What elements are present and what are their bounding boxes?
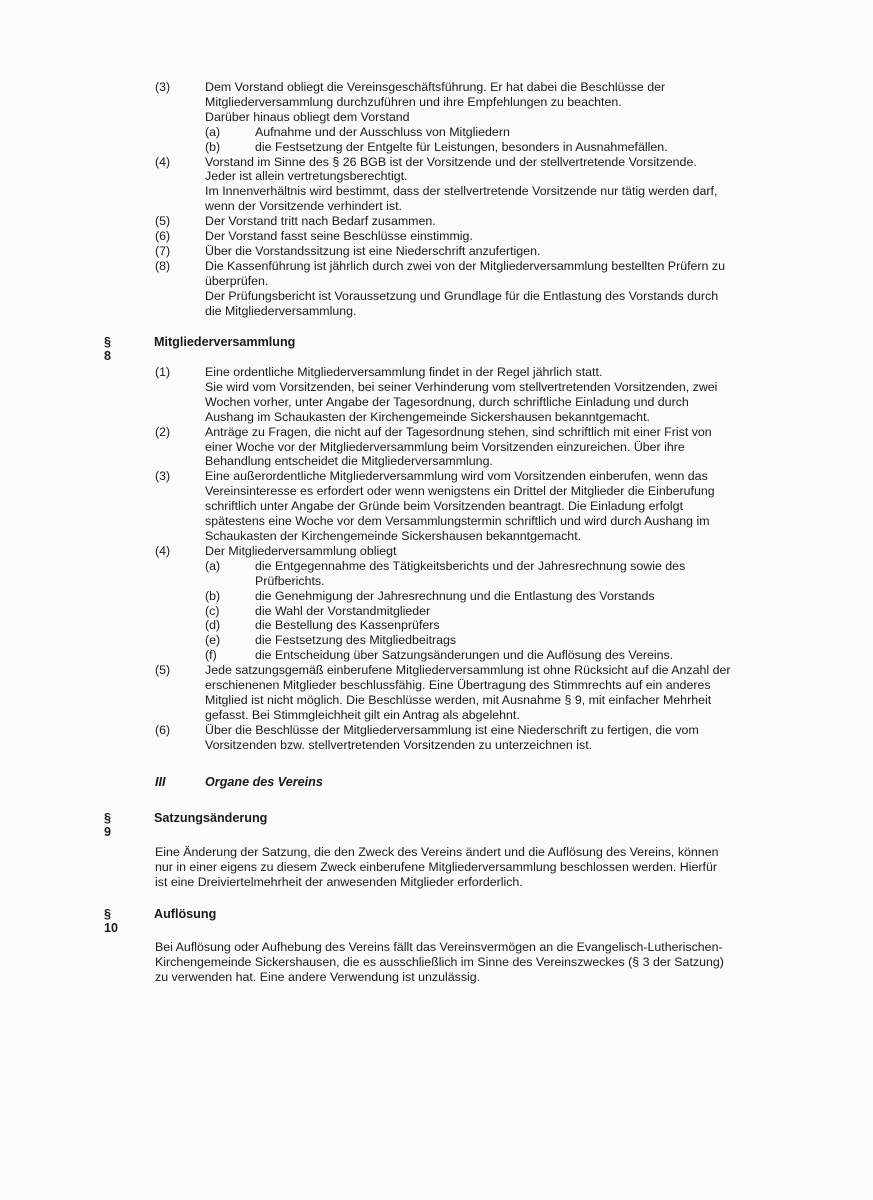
s8-subitem-c <box>205 604 801 619</box>
s8-paragraph-2 <box>155 425 801 470</box>
subitem-text: Aufnahme und der Ausschluss von Mitgliedern <box>255 124 510 139</box>
text-line: erschienenen Mitglieder beschlussfähig. Eine Übertragung des Stimmrechts auf ein anderes <box>205 678 711 693</box>
paragraph-number: (6) <box>155 722 171 737</box>
text-line: überprüfen. <box>205 273 269 288</box>
s7-paragraph-3 <box>155 80 801 155</box>
subitem-text: die Festsetzung des Mitgliedbeitrags <box>255 633 457 648</box>
paragraph-number: (3) <box>155 80 171 94</box>
text-line: Eine außerordentliche Mitgliederversammlung wird vom Vorsitzenden einberufen, wenn das <box>205 469 708 484</box>
s7-paragraph-8 <box>155 259 801 319</box>
s8-paragraph-3 <box>155 469 801 544</box>
section-10-body <box>155 940 751 985</box>
paragraph-number: (8) <box>155 258 171 273</box>
subitem-label: (b) <box>205 588 221 603</box>
paragraph-number: (5) <box>155 214 171 229</box>
paragraph-number: (4) <box>155 543 171 558</box>
text-line: Anträge zu Fragen, die nicht auf der Tagesordnung stehen, sind schriftlich mit einer Frist von <box>205 424 712 439</box>
subitem-label: (f) <box>205 648 217 663</box>
subitem-text: die Entscheidung über Satzungsänderungen und die Auflösung des Vereins. <box>255 648 674 663</box>
section-8-body <box>155 365 801 753</box>
text-line: Über die Vorstandssitzung ist eine Niederschrift anzufertigen. <box>205 243 541 258</box>
subitem-label: (e) <box>205 633 221 648</box>
text-line: Mitgliederversammlung durchzuführen und ihre Empfehlungen zu beachten. <box>205 94 622 109</box>
s7-subitem-b <box>205 140 801 155</box>
text-line: Schaukasten der Kirchengemeinde Sickershausen bekanntgemacht. <box>205 528 582 543</box>
text-line: Jede satzungsgemäß einberufene Mitgliederversammlung ist ohne Rücksicht auf die Anzahl der <box>205 663 731 678</box>
section-number: § 8 <box>104 335 112 363</box>
text-line: Wochen vorher, unter Angabe der Tagesordnung, durch schriftliche Einladung und durch <box>205 394 689 409</box>
text-line: Vorstand im Sinne des § 26 BGB ist der Vorsitzende und der stellvertretende Vorsitzende. <box>205 154 697 169</box>
text-line: Vereinsinteresse es erfordert oder wenn wenigstens ein Drittel der Mitglieder die Einberufung <box>205 484 715 499</box>
s7-subitem-a <box>205 125 801 140</box>
text-line: Im Innenverhältnis wird bestimmt, dass der stellvertretende Vorsitzende nur tätig werden darf, <box>205 184 718 199</box>
section-7-continuation <box>155 80 801 319</box>
text-line: Der Vorstand tritt nach Bedarf zusammen. <box>205 214 436 229</box>
text-line: Dem Vorstand obliegt die Vereinsgeschäftsführung. Er hat dabei die Beschlüsse der <box>205 80 666 94</box>
text-line: Aushang im Schaukasten der Kirchengemeinde Sickershausen bekanntgemacht. <box>205 409 650 424</box>
paragraph-number: (5) <box>155 663 171 678</box>
s8-paragraph-1 <box>155 365 801 425</box>
text-line: Kirchengemeinde Sickershausen, die es ausschließlich im Sinne des Vereinszweckes (§ 3 der Satzung) <box>155 954 724 969</box>
text-line: gefasst. Bei Stimmgleichheit gilt ein Antrag als abgelehnt. <box>205 707 520 722</box>
s8-subitem-b <box>205 589 801 604</box>
paragraph-number: (7) <box>155 243 171 258</box>
s7-paragraph-6 <box>155 229 801 244</box>
section-number: § 9 <box>104 811 112 839</box>
subitem-label: (a) <box>205 558 221 573</box>
part-title: Organe des Vereins <box>205 775 323 789</box>
s8-subitem-e <box>205 633 801 648</box>
paragraph-number: (2) <box>155 424 171 439</box>
text-line: Der Vorstand fasst seine Beschlüsse einstimmig. <box>205 229 473 244</box>
text-line: nur in einer eigens zu diesem Zweck einberufene Mitgliederversammlung beschlossen werden. Hierfür <box>155 859 717 874</box>
section-title: Auflösung <box>154 907 217 921</box>
text-line: Die Kassenführung ist jährlich durch zwei von der Mitgliederversammlung bestellten Prüfern zu <box>205 258 725 273</box>
text-line: ist eine Dreiviertelmehrheit der anwesenden Mitglieder erforderlich. <box>155 874 523 889</box>
text-line: zu verwenden hat. Eine andere Verwendung ist unzulässig. <box>155 969 481 984</box>
s8-paragraph-6 <box>155 723 801 753</box>
s8-subitem-f <box>205 648 801 663</box>
s7-paragraph-7 <box>155 244 801 259</box>
paragraph-number: (4) <box>155 154 171 169</box>
text-line: Behandlung entscheidet die Mitgliederversammlung. <box>205 454 493 469</box>
text-line: wenn der Vorsitzende verhindert ist. <box>205 199 402 214</box>
text-line: spätestens eine Woche vor dem Versammlungstermin schriftlich und wird durch Aushang im <box>205 514 710 529</box>
subitem-text: die Entgegennahme des Tätigkeitsberichts und der Jahresrechnung sowie des <box>255 558 686 573</box>
subitem-label: (d) <box>205 618 221 633</box>
subitem-text: die Festsetzung der Entgelte für Leistungen, besonders in Ausnahmefällen. <box>255 139 668 154</box>
text-line: Vorsitzenden bzw. stellvertretenden Vorsitzenden zu unterzeichnen ist. <box>205 737 593 752</box>
subitem-text: die Genehmigung der Jahresrechnung und die Entlastung des Vorstands <box>255 588 655 603</box>
s8-subitem-a <box>205 559 801 589</box>
text-line: Jeder ist allein vertretungsberechtigt. <box>205 169 408 184</box>
text-line: Der Mitgliederversammlung obliegt <box>205 543 397 558</box>
s8-paragraph-4 <box>155 544 801 663</box>
text-line: Bei Auflösung oder Aufhebung des Vereins fällt das Vereinsvermögen an die Evangelisch-Lutherischen- <box>155 940 723 954</box>
paragraph-number: (3) <box>155 469 171 484</box>
section-title: Satzungsänderung <box>154 811 268 825</box>
section-number: § 10 <box>104 907 119 935</box>
section-title: Mitgliederversammlung <box>154 335 296 349</box>
subitem-text: Prüfberichts. <box>255 573 325 588</box>
text-line: Eine ordentliche Mitgliederversammlung findet in der Regel jährlich statt. <box>205 365 603 379</box>
text-line: die Mitgliederversammlung. <box>205 303 357 318</box>
s7-paragraph-5 <box>155 214 801 229</box>
text-line: Der Prüfungsbericht ist Voraussetzung und Grundlage für die Entlastung des Vorstands durch <box>205 288 719 303</box>
text-line: Eine Änderung der Satzung, die den Zweck des Vereins ändert und die Auflösung des Vereins, können <box>155 845 719 859</box>
s8-paragraph-5 <box>155 663 801 723</box>
subitem-label: (a) <box>205 124 221 139</box>
s7-paragraph-4 <box>155 155 801 215</box>
section-9-body <box>155 845 751 890</box>
part-number: III <box>155 775 166 789</box>
subitem-label: (b) <box>205 139 221 154</box>
subitem-label: (c) <box>205 603 220 618</box>
text-line: einer Woche vor der Mitgliederversammlung beim Vorsitzenden einzureichen. Über ihre <box>205 439 685 454</box>
paragraph-number: (1) <box>155 365 171 379</box>
s8-subitem-d <box>205 618 801 633</box>
text-line: schriftlich unter Angabe der Gründe beim Vorsitzenden beantragt. Die Einladung erfolgt <box>205 499 684 514</box>
paragraph-number: (6) <box>155 229 171 244</box>
text-line: Darüber hinaus obliegt dem Vorstand <box>205 109 410 124</box>
text-line: Über die Beschlüsse der Mitgliederversammlung ist eine Niederschrift zu fertigen, die vom <box>205 722 699 737</box>
subitem-text: die Bestellung des Kassenprüfers <box>255 618 440 633</box>
text-line: Sie wird vom Vorsitzenden, bei seiner Verhinderung vom stellvertretenden Vorsitzenden, zwei <box>205 379 718 394</box>
subitem-text: die Wahl der Vorstandmitglieder <box>255 603 431 618</box>
text-line: Mitglied ist nicht möglich. Die Beschlüsse werden, mit Ausnahme § 9, mit einfacher Mehrheit <box>205 692 712 707</box>
